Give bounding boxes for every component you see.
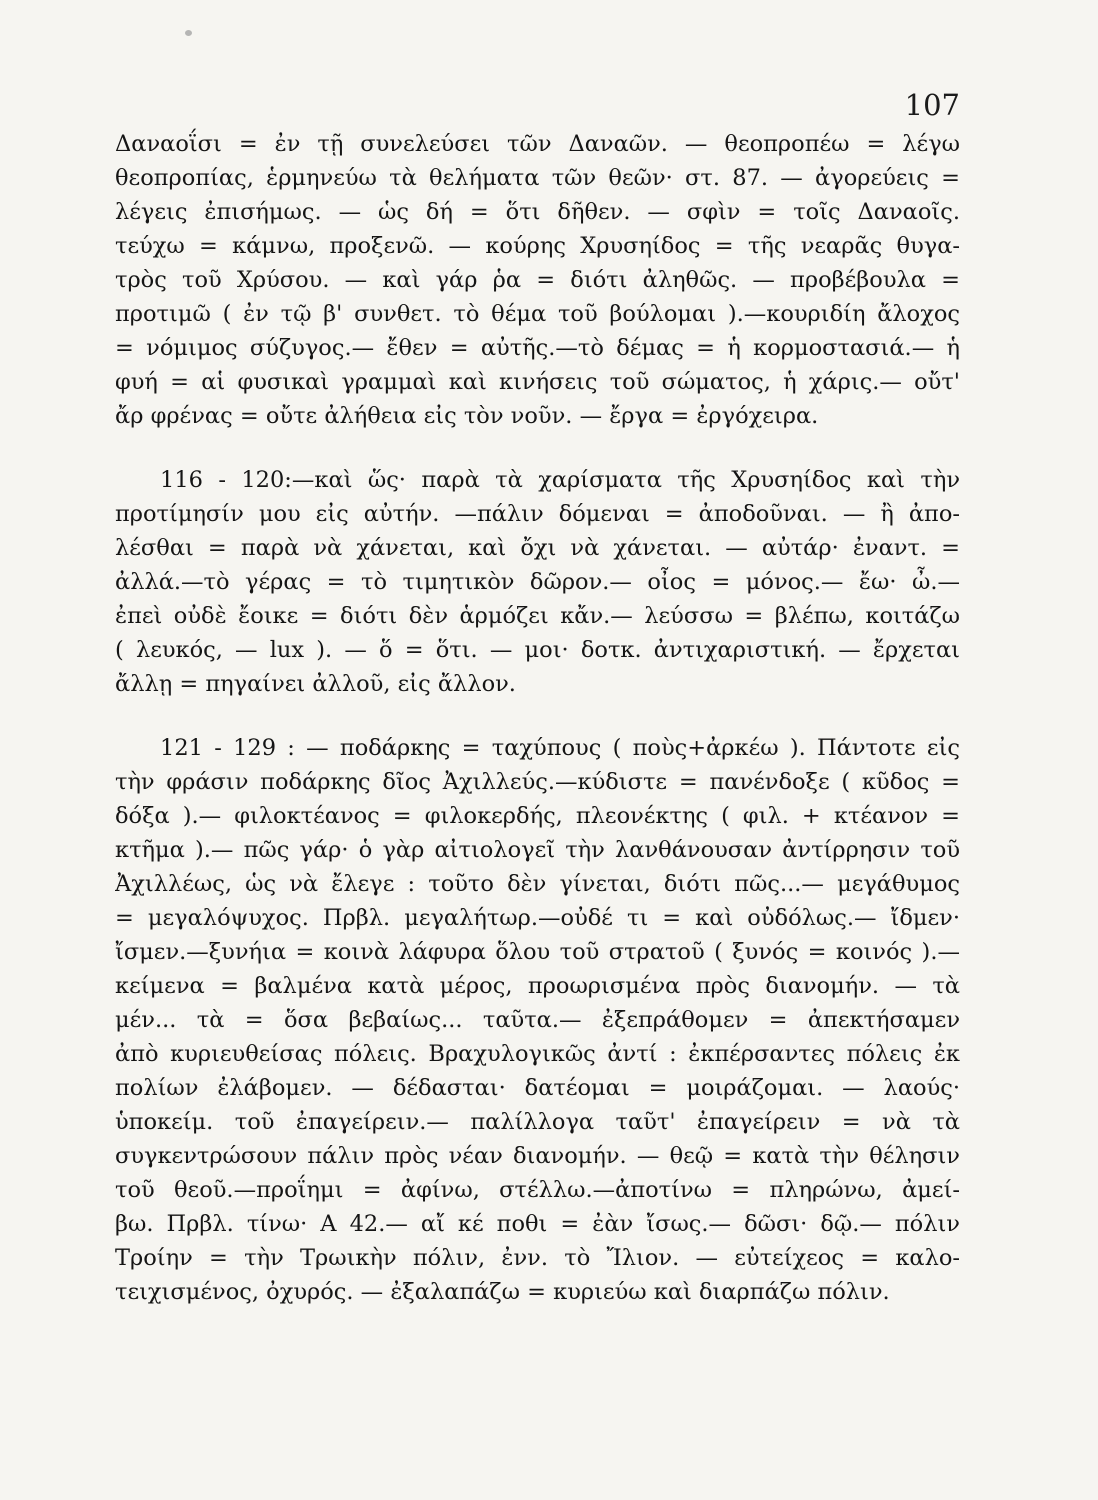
text-line: λέγεις ἐπισήμως. — ὡς δή = ὅτι δῆθεν. — σφὶν = τοῖς Δαναοῖς. xyxy=(115,199,960,225)
page-number: 107 xyxy=(904,88,960,122)
text-line: μέν... τὰ = ὅσα βεβαίως... ταῦτα.— ἐξεπράθομεν = ἀπεκτήσαμεν xyxy=(115,1007,960,1033)
text-line: ἀλλά.—τὸ γέρας = τὸ τιμητικὸν δῶρον.— οἶος = μόνος.— ἔω· ὦ.— xyxy=(115,569,960,595)
text-line: πολίων ἐλάβομεν. — δέδασται· δατέομαι = μοιράζομαι. — λαούς· xyxy=(115,1075,960,1101)
text-line: Τροίην = τὴν Τρωικὴν πόλιν, ἐνν. τὸ Ἴλιον. — εὐτείχεος = καλο- xyxy=(115,1245,960,1271)
text-line: 116 - 120:—καὶ ὥς· παρὰ τὰ χαρίσματα τῆς Χρυσηίδος καὶ τὴν xyxy=(160,467,960,493)
text-line: ἴσμεν.—ξυνήια = κοινὰ λάφυρα ὅλου τοῦ στρατοῦ ( ξυνός = κοινός ).— xyxy=(115,939,960,965)
text-line: Δαναοΐσι = ἐν τῇ συνελεύσει τῶν Δαναῶν. — θεοπροπέω = λέγω xyxy=(115,131,960,157)
text-line: ὑποκείμ. τοῦ ἐπαγείρειν.— παλίλλογα ταῦτ' ἐπαγείρειν = νὰ τὰ xyxy=(115,1109,960,1135)
text-line: συγκεντρώσουν πάλιν πρὸς νέαν διανομήν. — θεῷ = κατὰ τὴν θέλησιν xyxy=(115,1143,960,1169)
text-line: τεύχω = κάμνω, προξενῶ. — κούρης Χρυσηίδος = τῆς νεαρᾶς θυγα- xyxy=(115,233,960,259)
text-line: θεοπροπίας, ἑρμηνεύω τὰ θελήματα τῶν θεῶν· στ. 87. — ἀγορεύεις = xyxy=(115,165,960,191)
dust-speck xyxy=(185,30,192,36)
text-line: φυή = αἱ φυσικαὶ γραμμαὶ καὶ κινήσεις τοῦ σώματος, ἡ χάρις.— οὔτ' xyxy=(115,369,960,395)
text-line: = μεγαλόψυχος. Πρβλ. μεγαλήτωρ.—οὐδέ τι = καὶ οὐδόλως.— ἴδμεν· xyxy=(115,905,960,931)
commentary-text xyxy=(115,127,960,1309)
text-line: ἀπὸ κυριευθείσας πόλεις. Βραχυλογικῶς ἀντί : ἐκπέρσαντες πόλεις ἐκ xyxy=(115,1041,960,1067)
paragraph-2 xyxy=(115,463,960,701)
text-line: τὴν φράσιν ποδάρκης δῖος Ἀχιλλεύς.—κύδιστε = πανένδοξε ( κῦδος = xyxy=(115,769,960,795)
text-line: κείμενα = βαλμένα κατὰ μέρος, προωρισμένα πρὸς διανομήν. — τὰ xyxy=(115,973,960,999)
text-line: τειχισμένος, ὀχυρός. — ἐξαλαπάζω = κυριεύω καὶ διαρπάζω πόλιν. xyxy=(115,1279,890,1305)
paragraph-1 xyxy=(115,127,960,433)
text-line: δόξα ).— φιλοκτέανος = φιλοκερδής, πλεονέκτης ( φιλ. + κτέανον = xyxy=(115,803,960,829)
text-line: = νόμιμος σύζυγος.— ἔθεν = αὐτῆς.—τὸ δέμας = ἡ κορμοστασιά.— ἡ xyxy=(115,335,960,361)
text-line: προτιμῶ ( ἐν τῷ β' συνθετ. τὸ θέμα τοῦ βούλομαι ).—κουριδίη ἄλοχος xyxy=(115,301,960,327)
text-line: ἐπεὶ οὐδὲ ἔοικε = διότι δὲν ἁρμόζει κἄν.— λεύσσω = βλέπω, κοιτάζω xyxy=(115,603,960,629)
text-line: ( λευκός, — lux ). — ὅ = ὅτι. — μοι· δοτκ. ἀντιχαριστική. — ἔρχεται xyxy=(115,637,960,663)
text-line: Ἀχιλλέως, ὡς νὰ ἔλεγε : τοῦτο δὲν γίνεται, διότι πῶς...— μεγάθυμος xyxy=(115,871,960,897)
text-line: ἄλλῃ = πηγαίνει ἀλλοῦ, εἰς ἄλλον. xyxy=(115,671,516,697)
text-line: τοῦ θεοῦ.—προΐημι = ἀφίνω, στέλλω.—ἀποτίνω = πληρώνω, ἀμεί- xyxy=(115,1177,960,1203)
text-line: κτῆμα ).— πῶς γάρ· ὁ γὰρ αἰτιολογεῖ τὴν λανθάνουσαν ἀντίρρησιν τοῦ xyxy=(115,837,960,863)
text-line: προτίμησίν μου εἰς αὐτήν. —πάλιν δόμεναι = ἀποδοῦναι. — ἢ ἀπο- xyxy=(115,501,960,527)
text-line: τρὸς τοῦ Χρύσου. — καὶ γάρ ῥα = διότι ἀληθῶς. — προβέβουλα = xyxy=(115,267,960,293)
text-line: βω. Πρβλ. τίνω· Α 42.— αἴ κέ ποθι = ἐὰν ἴσως.— δῶσι· δῷ.— πόλιν xyxy=(115,1211,960,1237)
text-line: ἄρ φρένας = οὔτε ἀλήθεια εἰς τὸν νοῦν. — ἔργα = ἐργόχειρα. xyxy=(115,403,819,429)
paragraph-3 xyxy=(115,731,960,1309)
text-line: λέσθαι = παρὰ νὰ χάνεται, καὶ ὄχι νὰ χάνεται. — αὐτάρ· ἐναντ. = xyxy=(115,535,960,561)
text-line: 121 - 129 : — ποδάρκης = ταχύπους ( ποὺς+ἀρκέω ). Πάντοτε εἰς xyxy=(160,735,960,761)
